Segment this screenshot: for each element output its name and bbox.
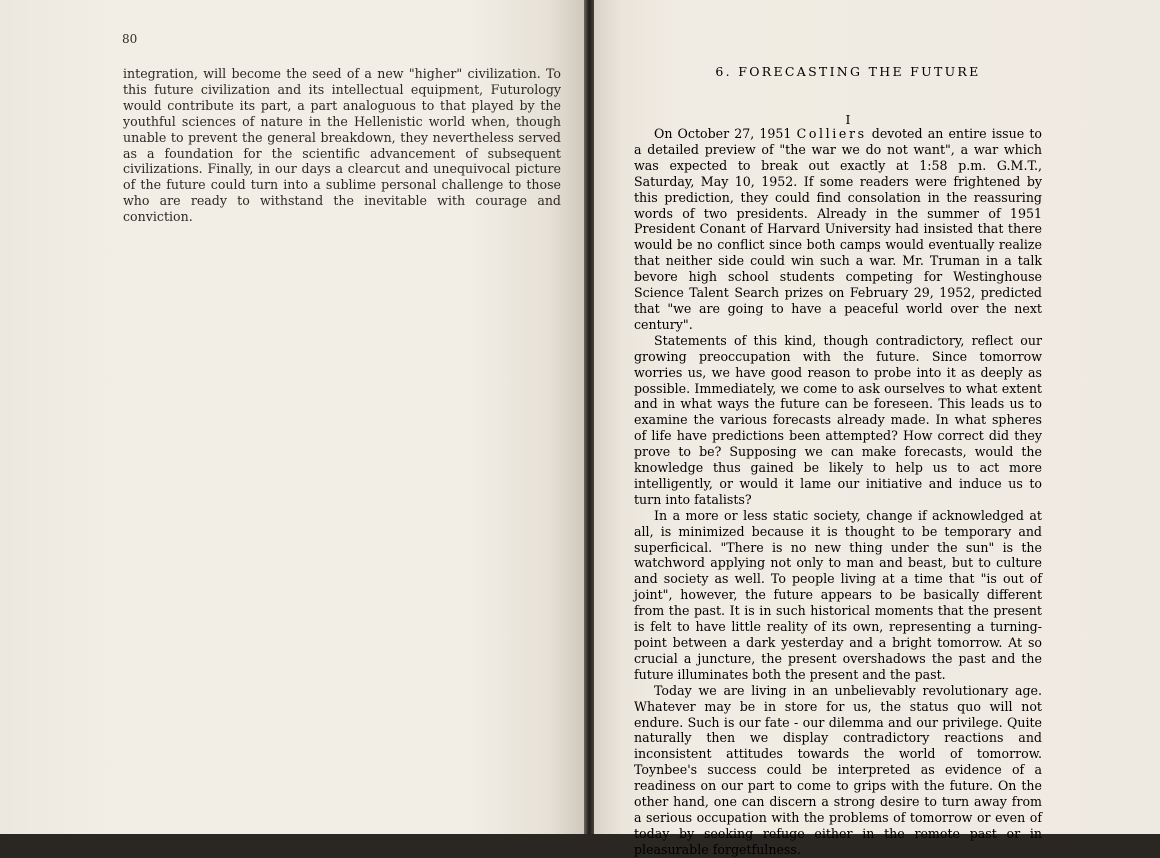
left-page [0,0,584,834]
paragraph-1 [634,126,1042,333]
paragraph-1-start: On October 27, 1951 [654,126,792,141]
paragraph-2: Statements of this kind, though contradictory, reflect our growing preoccupation with the future. Since tomorrow worries us, we have good reason to probe into it as deeply as possible. Immediately, we come to ask ourselves to what extent and in what ways the future can be foreseen. This leads us to examine the various forecasts already made. In what spheres of life have predictions been attempted? How correct did they prove to be? Supposing we can make forecasts, would the knowledge thus gained be likely to help us to act more intelligently, or would it lame our initiative and induce us to turn into fatalists? [634,332,1042,507]
paragraph-3: In a more or less static society, change if acknowledged at all, is minimized because it is thought to be temporary and superficical. "There is no new thing under the sun" is the watchword applying not only to man and beast, but to culture and society as well. To people living at a time that "is out of joint", however, the future appears to be basically different from the past. It is in such historical moments that the present is felt to have little reality of its own, representing a turning-point between a dark yesterday and a bright tomorrow. At so crucial a juncture, the present overshadows the past and the future illuminates both the present and the past. [634,507,1042,682]
magazine-name: Colliers [796,126,867,141]
page-number: 80 [122,32,138,46]
left-page-text [123,66,561,225]
paragraph-4: Today we are living in an unbelievably revolutionary age. Whatever may be in store for us, the status quo will not endure. Such is our fate - our dilemma and our privilege. Quite naturally then we display contradictory reactions and inconsistent attitudes towards the world of tomorrow. Toynbee's success could be interpreted as evidence of a readiness on our part to come to grips with the future. On the other hand, one can discern a strong desire to turn away from a serious occupation with the problems of tomorrow or even of today by seeking refuge either in the remote past or in pleasurable forgetfulness. [634,682,1042,857]
book-gutter [584,0,594,834]
chapter-title: 6. FORECASTING THE FUTURE [715,64,981,79]
paragraph-1-rest: devoted an entire issue to a detailed preview of "the war we do not want", a war which was expected to break out exactly at 1:58 p.m. G.M.T., Saturday, May 10, 1952. If some readers were frightened by this prediction, they could find consolation in the reassuring words of two presidents. Already in the summer of 1951 President Conant of Harvard University had insisted that there would be no conflict since both camps would eventually realize that neither side could win such a war. Mr. Truman in a talk bevore high school students competing for Westinghouse Science Talent Search prizes on February 29, 1952, predicted that "we are going to have a peaceful world over the next century". [634,126,1042,332]
right-page-text [634,126,1042,858]
left-paragraph: integration, will become the seed of a new "higher" civilization. To this future civilization and its intellectual equipment, Futurology would contribute its part, a part analoguous to that played by the youthful sciences of nature in the Hellenistic world when, though unable to prevent the general breakdown, they nevertheless served as a foundation for the scientific advancement of subsequent civilizations. Finally, in our days a clearcut and unequivocal picture of the future could turn into a sublime personal challenge to those who are ready to withstand the inevitable with courage and conviction. [123,66,561,225]
section-number: I [845,112,851,127]
